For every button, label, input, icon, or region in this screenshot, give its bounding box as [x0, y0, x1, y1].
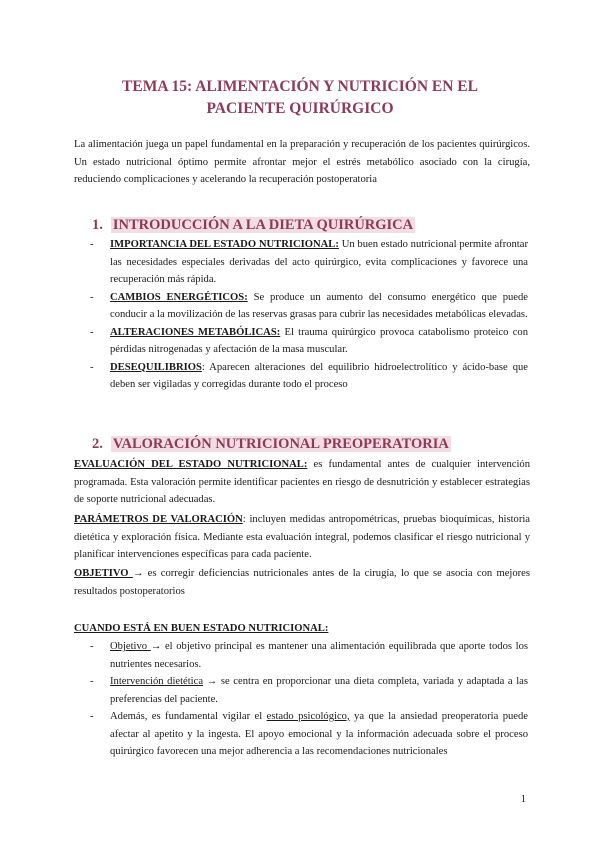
document-title: [60, 76, 540, 120]
parametros-text: : incluyen medidas antropométricas, pruebas bioquímicas, historia dietética y exploración física. Mediante esta evaluación integral, podemos clasificar el riesgo nutricional y planificar intervenciones específicas para cada paciente.: [74, 514, 530, 560]
item-term: ALTERACIONES METABÓLICAS:: [110, 326, 281, 338]
item-text: ya que la ansiedad preoperatoria puede afectar al apetito y la ingesta. El apoyo emocional y la información adecuada sobre el proceso quirúrgico favorecen una mejor adherencia a las recomendaciones nutricionales: [110, 711, 529, 757]
item-pre: Además, es fundamental vigilar el: [110, 711, 267, 722]
section-3-title: CUANDO ESTÁ EN BUEN ESTADO NUTRICIONAL:: [74, 623, 329, 634]
parametros-term: PARÁMETROS DE VALORACIÓN: [74, 514, 243, 525]
title-line-1: TEMA 15: ALIMENTACIÓN Y NUTRICIÓN EN EL: [122, 78, 478, 95]
item-text: : Aparecen alteraciones del equilibrio hidroelectrolítico y ácido-base que deben ser vigiladas y corregidas durante todo el proceso: [110, 361, 528, 390]
list-item: [88, 236, 528, 289]
item-text: El trauma quirúrgico provoca catabolismo proteico con pérdidas nitrogenadas y afectación de la masa muscular.: [110, 326, 528, 355]
item-term: CAMBIOS ENERGÉTICOS:: [110, 291, 248, 303]
item-term: estado psicológico,: [266, 711, 350, 722]
section-2-number: 2.: [92, 436, 103, 452]
item-term: Objetivo: [110, 641, 151, 652]
item-text: Se produce un aumento del consumo energético que puede conducir a la movilización de las reservas grasas para cubrir las necesidades metabólicas elevadas.: [110, 291, 529, 320]
list-item: [88, 708, 528, 761]
list-item: [88, 673, 528, 708]
objetivo-text: → es corregir deficiencias nutricionales antes de la cirugía, lo que se asocia con mejores resultados postoperatorios: [74, 568, 530, 597]
objetivo-term: OBJETIVO: [74, 568, 133, 579]
evaluacion-term: EVALUACIÓN DEL ESTADO NUTRICIONAL:: [74, 459, 308, 470]
section-1-heading: [92, 215, 415, 235]
section-2-title: VALORACIÓN NUTRICIONAL PREOPERATORIA: [112, 436, 449, 452]
section-1-title: INTRODUCCIÓN A LA DIETA QUIRÚRGICA: [112, 217, 414, 233]
section-3-list: [88, 638, 528, 761]
item-term: DESEQUILIBRIOS: [110, 361, 202, 373]
item-term: Intervención dietética: [110, 676, 204, 687]
page-number: 1: [520, 794, 526, 805]
title-line-2: PACIENTE QUIRÚRGICO: [206, 100, 394, 117]
section-1-number: 1.: [92, 217, 103, 233]
evaluacion-paragraph: [74, 456, 530, 509]
item-term: IMPORTANCIA DEL ESTADO NUTRICIONAL:: [110, 239, 339, 250]
section-3-heading: [74, 620, 530, 638]
objetivo-paragraph: [74, 565, 530, 600]
list-item: [88, 359, 528, 394]
parametros-paragraph: [74, 511, 530, 564]
item-text: Un buen estado nutricional permite afrontar las necesidades especiales derivadas del acto quirúrgico, evita complicaciones y favorece una recuperación más rápida.: [110, 239, 528, 285]
intro-paragraph: La alimentación juega un papel fundamental en la preparación y recuperación de los pacientes quirúrgicos. Un estado nutricional óptimo permite afrontar mejor el estrés metabólico asociado con la cirugía, reduciendo complicaciones y acelerando la recuperación postoperatoria: [74, 139, 530, 185]
section-1-list: [88, 236, 528, 394]
item-text: → el objetivo principal es mantener una alimentación equilibrada que aporte todos los nutrientes necesarios.: [110, 641, 528, 670]
list-item: [88, 289, 528, 324]
item-text: → se centra en proporcionar una dieta completa, variada y adaptada a las preferencias del paciente.: [110, 676, 528, 705]
evaluacion-text: es fundamental antes de cualquier intervención programada. Esta valoración permite identificar pacientes en riesgo de desnutrición y establecer estrategias de soporte nutricional adecuadas.: [74, 459, 530, 505]
list-item: [88, 324, 528, 359]
section-2-heading: [92, 434, 451, 454]
list-item: [88, 638, 528, 673]
